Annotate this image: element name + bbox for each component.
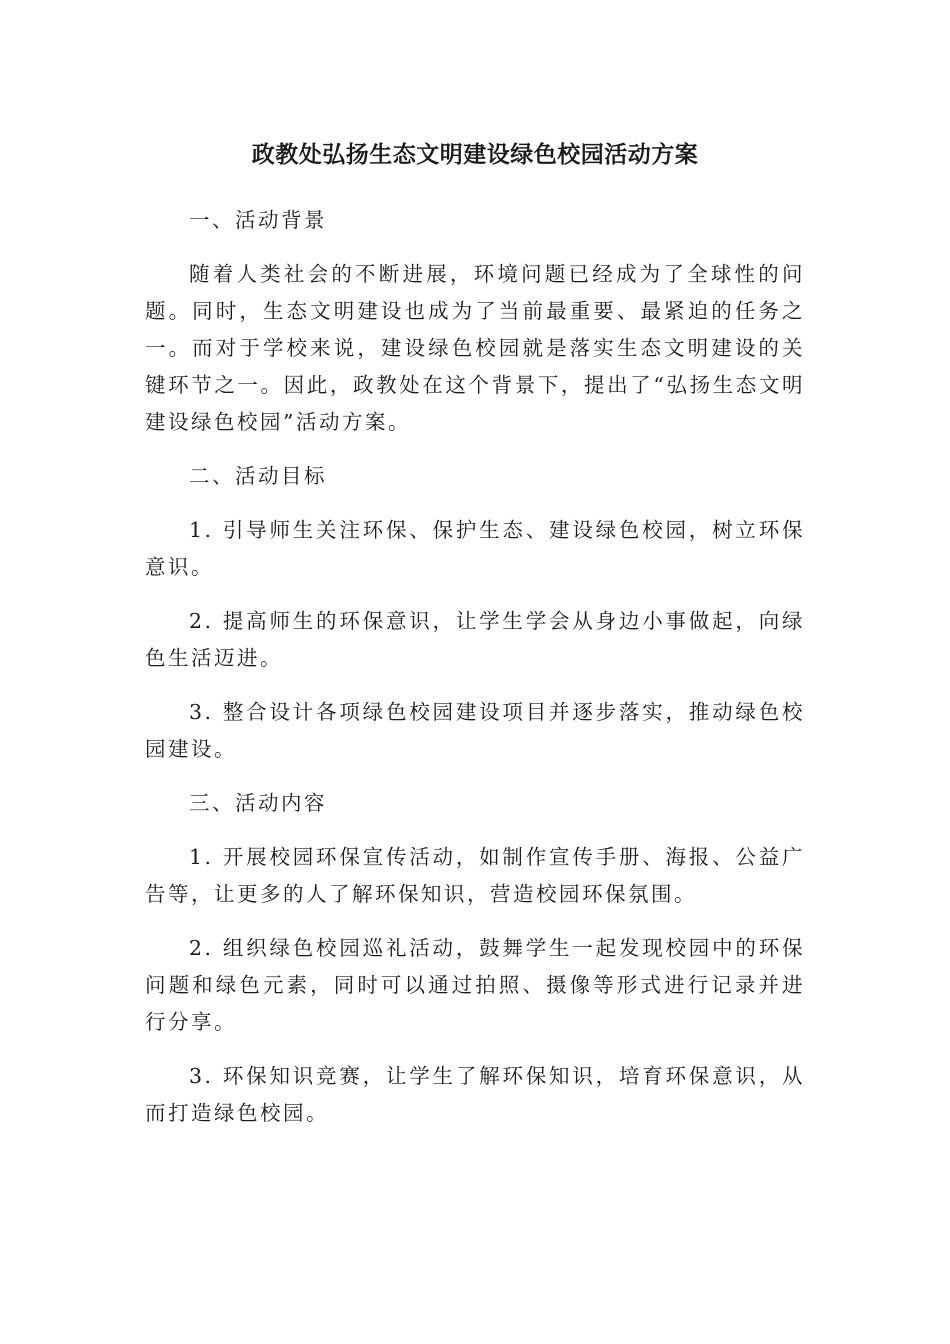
document-title: 政教处弘扬生态文明建设绿色校园活动方案 [251,142,699,168]
document-body [145,202,805,1149]
goal-item: 2. 提高师生的环保意识，让学生学会从身边小事做起，向绿色生活迈进。 [145,609,805,670]
goal-item: 3. 整合设计各项绿色校园建设项目并逐步落实，推动绿色校园建设。 [145,700,805,761]
content-item: 2. 组织绿色校园巡礼活动，鼓舞学生一起发现校园中的环保问题和绿色元素，同时可以通过拍照、摄像等形式进行记录并进行分享。 [145,936,805,1034]
content-item: 1. 开展校园环保宣传活动，如制作宣传手册、海报、公益广告等，让更多的人了解环保知识，营造校园环保氛围。 [145,845,805,906]
section-heading-background: 一、活动背景 [189,208,327,232]
content-item: 3. 环保知识竞赛，让学生了解环保知识，培育环保意识，从而打造绿色校园。 [145,1064,805,1125]
goal-item: 1. 引导师生关注环保、保护生态、建设绿色校园，树立环保意识。 [145,518,805,579]
section-heading-content: 三、活动内容 [189,791,327,815]
background-paragraph: 随着人类社会的不断进展，环境问题已经成为了全球性的问题。同时，生态文明建设也成为了当前最重要、最紧迫的任务之一。而对于学校来说，建设绿色校园就是落实生态文明建设的关键环节之一。因此，政教处在这个背景下，提出了“弘扬生态文明建设绿色校园”活动方案。 [145,262,805,434]
section-heading-goals: 二、活动目标 [189,464,327,488]
